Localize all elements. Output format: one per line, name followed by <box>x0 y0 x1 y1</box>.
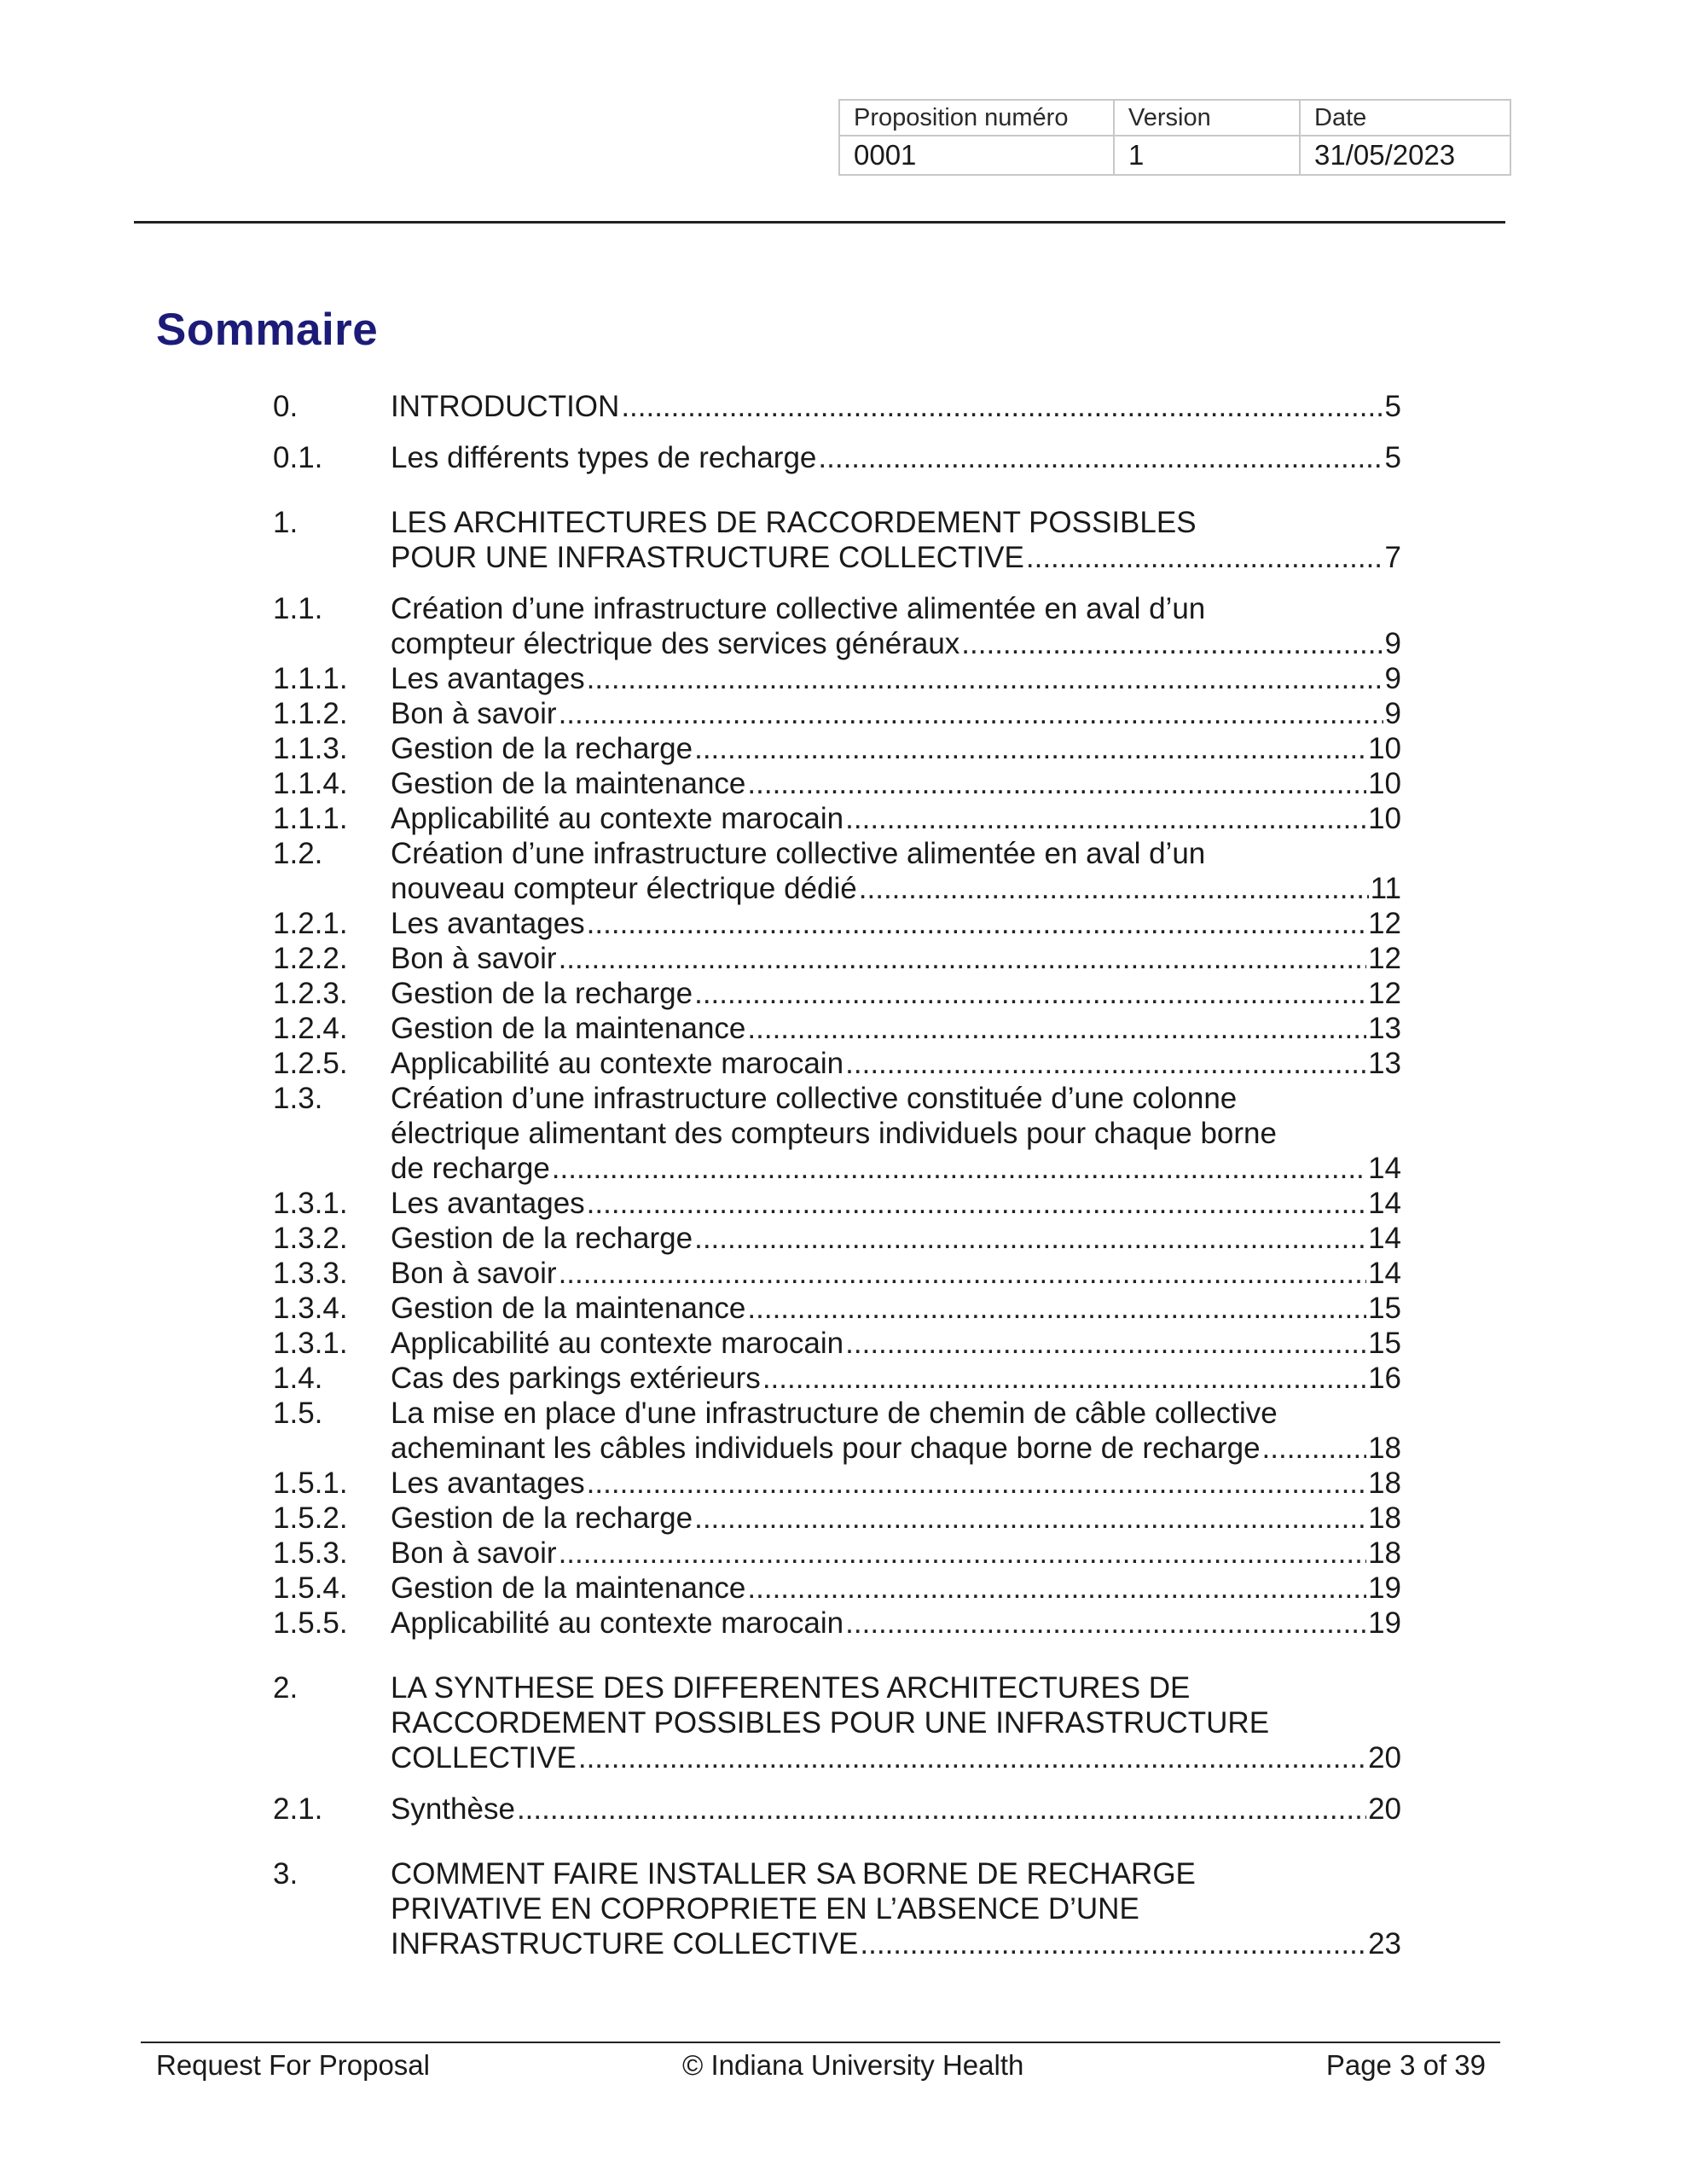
toc-entry-line[interactable] <box>273 1221 1401 1256</box>
toc-entry-title: Bon à savoir <box>391 1536 557 1570</box>
toc-dot-leader <box>559 1536 1367 1571</box>
toc-entry-title: Gestion de la maintenance <box>391 1571 746 1605</box>
footer-copyright: © Indiana University Health <box>682 2049 1024 2081</box>
toc-entry-line <box>273 1396 1401 1431</box>
toc-entry-title: La mise en place d'une infrastructure de chemin de câble collective <box>391 1397 1278 1430</box>
toc-entry-title: acheminant les câbles individuels pour chaque borne de recharge <box>391 1432 1261 1465</box>
toc-entry-title: Applicabilité au contexte marocain <box>391 802 844 835</box>
toc-entry-title: COLLECTIVE <box>391 1741 577 1774</box>
toc-page-number: 15 <box>1368 1327 1401 1360</box>
toc-entry-line[interactable] <box>273 661 1401 696</box>
toc-page-number: 10 <box>1368 767 1401 800</box>
toc-dot-leader <box>859 871 1369 906</box>
toc-entry-number: 1.2.5. <box>273 1047 348 1080</box>
toc-entry-number: 2.1. <box>273 1792 323 1826</box>
toc-entry-line[interactable] <box>273 766 1401 801</box>
toc-page-number: 23 <box>1368 1927 1401 1960</box>
toc-entry-number: 1.5.3. <box>273 1536 348 1570</box>
toc-page-number: 9 <box>1384 627 1401 660</box>
toc-entry-line[interactable] <box>273 1186 1401 1221</box>
toc-entry-title: LES ARCHITECTURES DE RACCORDEMENT POSSIBLES <box>391 506 1197 539</box>
toc-entry-number: 1.1.2. <box>273 697 348 730</box>
toc-entry-title: LA SYNTHESE DES DIFFERENTES ARCHITECTURES DE <box>391 1671 1191 1705</box>
toc-entry-text <box>391 1501 1401 1536</box>
toc-entry-title: COMMENT FAIRE INSTALLER SA BORNE DE RECHARGE <box>391 1857 1196 1891</box>
toc-page-number: 18 <box>1368 1536 1401 1570</box>
toc-entry-text <box>391 1571 1401 1606</box>
footer-document-type: Request For Proposal <box>156 2049 430 2081</box>
toc-entry-text <box>391 941 1401 976</box>
date-value: 31/05/2023 <box>1300 136 1510 175</box>
toc-entry-number: 1.2. <box>273 837 323 870</box>
toc-entry-number: 1.5.5. <box>273 1606 348 1640</box>
toc-page-number: 18 <box>1368 1432 1401 1465</box>
toc-entry-line[interactable] <box>273 1792 1401 1827</box>
toc-entry-number: 1.2.2. <box>273 942 348 975</box>
toc-dot-leader <box>621 389 1383 424</box>
toc-entry-number: 1.1.4. <box>273 767 348 800</box>
toc-entry-title: INFRASTRUCTURE COLLECTIVE <box>391 1927 859 1960</box>
toc-entry-text <box>391 1011 1401 1046</box>
toc-entry-title: Applicabilité au contexte marocain <box>391 1606 844 1640</box>
toc-entry-line[interactable] <box>273 389 1401 424</box>
toc-dot-leader <box>587 1186 1366 1221</box>
toc-entry-line <box>273 1081 1401 1116</box>
toc-entry-title: Gestion de la maintenance <box>391 1292 746 1325</box>
toc-page-number: 7 <box>1384 541 1401 574</box>
toc-entry-title: Synthèse <box>391 1792 515 1826</box>
toc-entry-text <box>391 766 1401 801</box>
toc-entry-title: RACCORDEMENT POSSIBLES POUR UNE INFRASTRUCTURE <box>391 1706 1270 1740</box>
toc-entry-text <box>391 801 1401 836</box>
toc-entry-line <box>273 591 1401 626</box>
toc-entry-number: 1.2.1. <box>273 907 348 940</box>
toc-entry-text <box>391 1466 1401 1501</box>
toc-entry-line[interactable] <box>273 1926 1401 1961</box>
toc-entry-title: compteur électrique des services généraux <box>391 627 960 660</box>
toc-entry-number: 1.3.2. <box>273 1222 348 1255</box>
toc-entry-title: Bon à savoir <box>391 697 557 730</box>
toc-entry-line <box>273 505 1401 540</box>
proposal-info-table <box>838 99 1511 176</box>
toc-dot-leader <box>587 1466 1366 1501</box>
toc-entry-line[interactable] <box>273 941 1401 976</box>
toc-entry-title: Les avantages <box>391 1467 585 1500</box>
toc-entry-title: Création d’une infrastructure collective alimentée en aval d’un <box>391 837 1206 870</box>
version-value: 1 <box>1114 136 1300 175</box>
toc-entry-number: 3. <box>273 1857 299 1891</box>
toc-entry-text <box>391 1291 1401 1326</box>
proposal-number-value: 0001 <box>839 136 1114 175</box>
toc-page-number: 9 <box>1384 697 1401 730</box>
toc-dot-leader <box>845 1046 1366 1081</box>
toc-entry-text <box>391 540 1401 575</box>
toc-entry-title: de recharge <box>391 1152 550 1185</box>
toc-entry-title: Bon à savoir <box>391 1257 557 1290</box>
toc-entry-number: 1.5.2. <box>273 1502 348 1535</box>
toc-dot-leader <box>860 1926 1366 1961</box>
toc-entry-number: 1.3. <box>273 1082 323 1115</box>
toc-entry-number: 1.5.4. <box>273 1571 348 1605</box>
toc-entry-text <box>391 1431 1401 1466</box>
toc-page-number: 13 <box>1368 1047 1401 1080</box>
version-label: Version <box>1114 100 1300 136</box>
toc-dot-leader <box>1262 1431 1367 1466</box>
toc-entry-text <box>391 626 1401 661</box>
toc-entry-line[interactable] <box>273 906 1401 941</box>
toc-entry-text <box>391 1536 1401 1571</box>
toc-entry-line <box>273 1705 1401 1740</box>
toc-page-number: 18 <box>1368 1467 1401 1500</box>
toc-entry-text <box>391 731 1401 766</box>
toc-dot-leader <box>747 1011 1366 1046</box>
toc-entry-number: 1.2.3. <box>273 977 348 1010</box>
toc-entry-number: 1.5. <box>273 1397 323 1430</box>
toc-entry-line[interactable] <box>273 1326 1401 1361</box>
toc-entry-title: électrique alimentant des compteurs individuels pour chaque borne <box>391 1117 1277 1150</box>
toc-entry-title: Les avantages <box>391 907 585 940</box>
toc-entry-line <box>273 836 1401 871</box>
toc-page-number: 12 <box>1368 977 1401 1010</box>
toc-dot-leader <box>694 976 1366 1011</box>
toc-entry-line[interactable] <box>273 1536 1401 1571</box>
toc-entry-title: Gestion de la recharge <box>391 1502 693 1535</box>
toc-entry-text <box>391 1326 1401 1361</box>
toc-entry-number: 2. <box>273 1671 299 1705</box>
toc-entry-title: Gestion de la recharge <box>391 1222 693 1255</box>
toc-entry-text <box>391 1186 1401 1221</box>
toc-entry-number: 1.3.4. <box>273 1292 348 1325</box>
toc-entry-line[interactable] <box>273 1501 1401 1536</box>
toc-entry-title: PRIVATIVE EN COPROPRIETE EN L’ABSENCE D’UNE <box>391 1892 1139 1926</box>
toc-entry-line[interactable] <box>273 696 1401 731</box>
toc-entry-line[interactable] <box>273 626 1401 661</box>
toc-dot-leader <box>845 801 1366 836</box>
toc-entry-line[interactable] <box>273 440 1401 475</box>
toc-page-number: 14 <box>1368 1187 1401 1220</box>
toc-entry-title: Applicabilité au contexte marocain <box>391 1047 844 1080</box>
toc-dot-leader <box>818 440 1383 475</box>
toc-entry-number: 1.3.1. <box>273 1327 348 1360</box>
toc-page-number: 14 <box>1368 1257 1401 1290</box>
toc-entry-line[interactable] <box>273 540 1401 575</box>
page-title: Sommaire <box>156 305 379 355</box>
toc-entry-number: 1.5.1. <box>273 1467 348 1500</box>
toc-entry-text <box>391 906 1401 941</box>
toc-page-number: 20 <box>1368 1741 1401 1774</box>
date-label: Date <box>1300 100 1510 136</box>
toc-entry-line[interactable] <box>273 1571 1401 1606</box>
toc-entry-line[interactable] <box>273 1151 1401 1186</box>
toc-entry-text <box>391 389 1401 424</box>
toc-entry-title: INTRODUCTION <box>391 390 620 423</box>
toc-entry-text <box>391 1151 1401 1186</box>
toc-entry-text <box>391 1361 1401 1396</box>
toc-entry-text <box>391 1926 1401 1961</box>
toc-entry-line[interactable] <box>273 1431 1401 1466</box>
toc-entry-line[interactable] <box>273 1046 1401 1081</box>
toc-page-number: 12 <box>1368 907 1401 940</box>
toc-page-number: 16 <box>1368 1362 1401 1395</box>
toc-page-number: 14 <box>1368 1222 1401 1255</box>
toc-entry-title: Gestion de la maintenance <box>391 1012 746 1045</box>
toc-entry-text <box>391 696 1401 731</box>
toc-entry-number: 1.2.4. <box>273 1012 348 1045</box>
toc-entry-text <box>391 1606 1401 1641</box>
toc-entry-line[interactable] <box>273 1291 1401 1326</box>
toc-page-number: 5 <box>1384 390 1401 423</box>
toc-dot-leader <box>694 731 1366 766</box>
toc-entry-number: 1.1.3. <box>273 732 348 765</box>
toc-entry-text <box>391 440 1401 475</box>
toc-entry-title: Les différents types de recharge <box>391 441 817 474</box>
toc-entry-line[interactable] <box>273 801 1401 836</box>
toc-dot-leader <box>747 1571 1366 1606</box>
toc-entry-text <box>391 871 1401 906</box>
toc-page-number: 9 <box>1384 662 1401 695</box>
toc-dot-leader <box>578 1740 1366 1775</box>
toc-entry-number: 0.1. <box>273 441 323 474</box>
toc-entry-text <box>391 1740 1401 1775</box>
toc-page-number: 15 <box>1368 1292 1401 1325</box>
toc-dot-leader <box>517 1792 1366 1827</box>
toc-dot-leader <box>587 906 1366 941</box>
toc-dot-leader <box>559 941 1367 976</box>
toc-entry-line[interactable] <box>273 1011 1401 1046</box>
toc-page-number: 13 <box>1368 1012 1401 1045</box>
toc-page-number: 18 <box>1368 1502 1401 1535</box>
toc-entry-title: POUR UNE INFRASTRUCTURE COLLECTIVE <box>391 541 1024 574</box>
toc-entry-line[interactable] <box>273 1256 1401 1291</box>
toc-entry-title: Applicabilité au contexte marocain <box>391 1327 844 1360</box>
toc-dot-leader <box>587 661 1383 696</box>
toc-entry-text <box>391 1221 1401 1256</box>
toc-entry-title: Gestion de la recharge <box>391 732 693 765</box>
toc-entry-number: 0. <box>273 390 299 423</box>
footer-page-number: Page 3 of 39 <box>1325 2049 1486 2081</box>
toc-dot-leader <box>694 1501 1366 1536</box>
toc-entry-text <box>391 976 1401 1011</box>
toc-entry-line <box>273 1891 1401 1926</box>
toc-dot-leader <box>845 1326 1366 1361</box>
toc-entry-title: Gestion de la maintenance <box>391 767 746 800</box>
toc-entry-title: nouveau compteur électrique dédié <box>391 872 857 905</box>
toc-entry-text <box>391 1046 1401 1081</box>
toc-dot-leader <box>747 766 1366 801</box>
toc-page-number: 12 <box>1368 942 1401 975</box>
toc-page-number: 19 <box>1368 1606 1401 1640</box>
toc-entry-line <box>273 1856 1401 1891</box>
toc-entry-line <box>273 1116 1401 1151</box>
toc-dot-leader <box>694 1221 1366 1256</box>
toc-page-number: 20 <box>1368 1792 1401 1826</box>
toc-entry-number: 1.3.3. <box>273 1257 348 1290</box>
toc-page-number: 11 <box>1370 872 1401 905</box>
toc-entry-text <box>391 1792 1401 1827</box>
toc-page-number: 14 <box>1368 1152 1401 1185</box>
toc-entry-title: Les avantages <box>391 1187 585 1220</box>
toc-page-number: 10 <box>1368 802 1401 835</box>
toc-page-number: 19 <box>1368 1571 1401 1605</box>
toc-entry-text <box>391 661 1401 696</box>
toc-entry-number: 1.1.1. <box>273 802 348 835</box>
toc-page-number: 10 <box>1368 732 1401 765</box>
toc-entry-line[interactable] <box>273 1466 1401 1501</box>
toc-entry-line[interactable] <box>273 976 1401 1011</box>
proposal-number-label: Proposition numéro <box>839 100 1114 136</box>
toc-entry-number: 1.1. <box>273 592 323 625</box>
toc-dot-leader <box>747 1291 1366 1326</box>
toc-entry-line[interactable] <box>273 1740 1401 1775</box>
toc-entry-title: Les avantages <box>391 662 585 695</box>
toc-entry-title: Bon à savoir <box>391 942 557 975</box>
toc-dot-leader <box>961 626 1383 661</box>
toc-dot-leader <box>559 1256 1367 1291</box>
header-divider <box>134 221 1505 224</box>
toc-entry-line[interactable] <box>273 871 1401 906</box>
toc-entry-title: Cas des parkings extérieurs <box>391 1362 761 1395</box>
footer-divider <box>141 2042 1500 2043</box>
toc-dot-leader <box>845 1606 1366 1641</box>
toc-entry-number: 1.4. <box>273 1362 323 1395</box>
toc-dot-leader <box>552 1151 1366 1186</box>
toc-entry-title: Création d’une infrastructure collective alimentée en aval d’un <box>391 592 1206 625</box>
toc-entry-line[interactable] <box>273 1606 1401 1641</box>
toc-dot-leader <box>559 696 1383 731</box>
toc-dot-leader <box>762 1361 1366 1396</box>
toc-dot-leader <box>1026 540 1383 575</box>
toc-entry-text <box>391 1256 1401 1291</box>
toc-entry-number: 1. <box>273 506 299 539</box>
toc-entry-title: Gestion de la recharge <box>391 977 693 1010</box>
toc-entry-number: 1.1.1. <box>273 662 348 695</box>
toc-entry-title: Création d’une infrastructure collective constituée d’une colonne <box>391 1082 1238 1115</box>
toc-page-number: 5 <box>1384 441 1401 474</box>
toc-entry-line[interactable] <box>273 1361 1401 1396</box>
toc-entry-number: 1.3.1. <box>273 1187 348 1220</box>
toc-entry-line <box>273 1670 1401 1705</box>
toc-entry-line[interactable] <box>273 731 1401 766</box>
